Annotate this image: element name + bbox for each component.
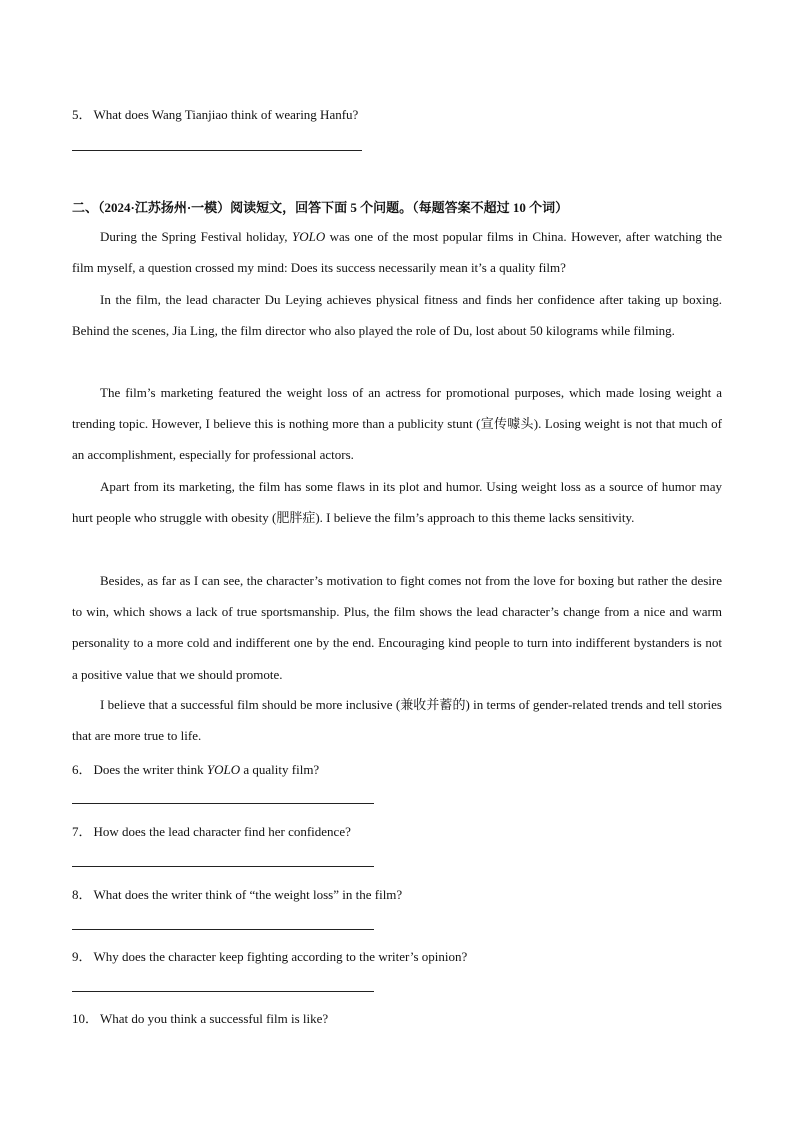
- answer-line-5[interactable]: [72, 150, 362, 151]
- question-number: 10．: [72, 1011, 99, 1026]
- answer-line-7[interactable]: [72, 866, 374, 867]
- question-text: How does the lead character find her confidence?: [93, 824, 351, 839]
- question-text: What do you think a successful film is like?: [100, 1011, 329, 1026]
- question-text: What does Wang Tianjiao think of wearing Hanfu?: [93, 107, 359, 122]
- section-heading: 二、（2024·江苏扬州·一模）阅读短文，回答下面 5 个问题。（每题答案不超过 10 个词）: [72, 200, 569, 215]
- passage-paragraph-6: I believe that a successful film should be more inclusive (兼收并蓄的) in terms of gender-related trends and tell stories that are more true to life.: [72, 697, 722, 744]
- question-number: 8．: [72, 887, 92, 902]
- question-8: [72, 884, 402, 903]
- question-number: 7．: [72, 824, 92, 839]
- question-number: 9．: [72, 949, 92, 964]
- paragraph-text: During the Spring Festival holiday,: [100, 229, 292, 244]
- question-text: Why does the character keep fighting according to the writer’s opinion?: [93, 949, 468, 964]
- answer-line-8[interactable]: [72, 929, 374, 930]
- question-text: What does the writer think of “the weight loss” in the film?: [93, 887, 403, 902]
- question-text: a quality film?: [240, 762, 320, 777]
- film-title: YOLO: [291, 229, 326, 244]
- question-5: [72, 104, 358, 123]
- paragraph-text: was one of the most popular films in China. However, after watching the film myself, a question crossed my mind: Does its success necessarily mean it’s a quality film?: [72, 229, 722, 276]
- passage-paragraph-2: In the film, the lead character Du Leying achieves physical fitness and finds her confidence after taking up boxing. Behind the scenes, Jia Ling, the film director who also played the role of Du, lost about 50 kilograms while filming.: [72, 292, 722, 339]
- question-9: [72, 946, 467, 965]
- question-text: Does the writer think: [93, 762, 207, 777]
- question-10: [72, 1008, 328, 1027]
- passage-paragraph-5: Besides, as far as I can see, the character’s motivation to fight comes not from the love for boxing but rather the desire to win, which shows a lack of true sportsmanship. Plus, the film shows the lead character’s change from a nice and warm personality to a more cold and indifferent one by the end. Encouraging kind people to turn into indifferent bystanders is not a positive value that we should promote.: [72, 573, 722, 682]
- question-number: 5．: [72, 107, 92, 122]
- question-number: 6．: [72, 762, 92, 777]
- answer-line-9[interactable]: [72, 991, 374, 992]
- passage-paragraph-1: [72, 221, 722, 283]
- passage-paragraph-4: Apart from its marketing, the film has some flaws in its plot and humor. Using weight loss as a source of humor may hurt people who struggle with obesity (肥胖症). I believe the film’s approach to this theme lacks sensitivity.: [72, 479, 722, 526]
- question-6: [72, 759, 319, 778]
- question-7: [72, 821, 351, 840]
- answer-line-6[interactable]: [72, 803, 374, 804]
- film-title: YOLO: [206, 762, 241, 777]
- passage-paragraph-3: The film’s marketing featured the weight loss of an actress for promotional purposes, which made losing weight a trending topic. However, I believe this is nothing more than a publicity stunt (宣传噱头). Losing weight is not that much of an accomplishment, especially for professional actors.: [72, 385, 722, 463]
